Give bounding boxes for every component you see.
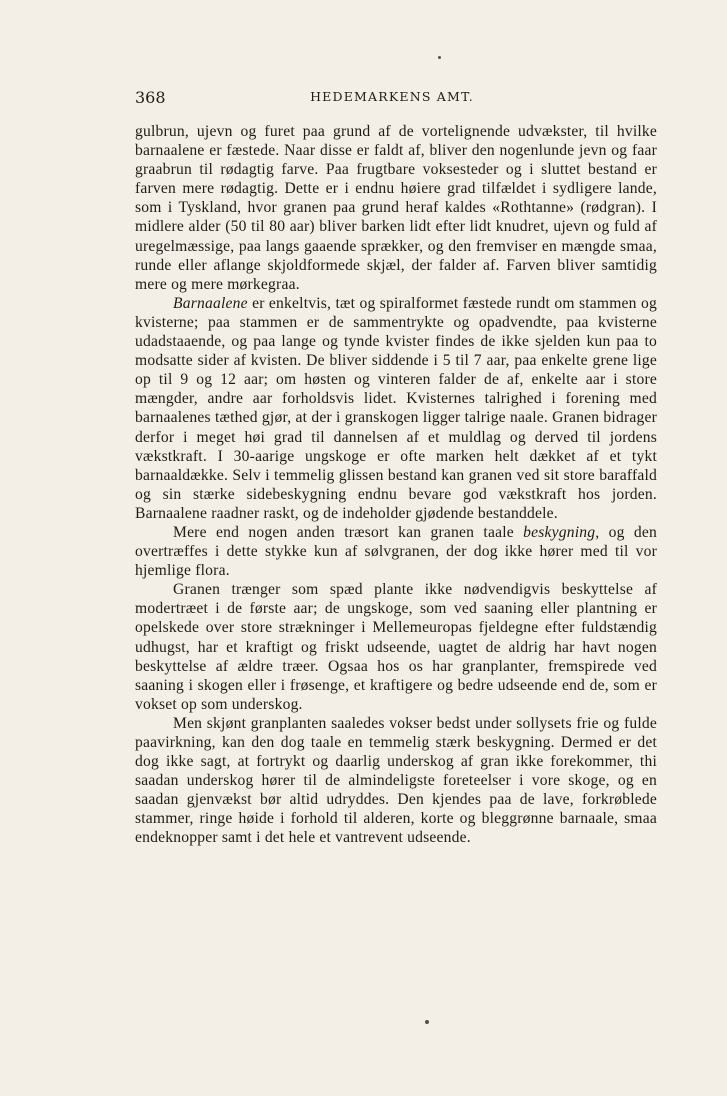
ink-speck bbox=[425, 1020, 429, 1024]
paragraph bbox=[135, 580, 657, 714]
paragraph bbox=[135, 122, 657, 294]
paragraph-text: Mere end nogen anden træsort kan granen taale bbox=[173, 523, 524, 541]
paragraph-text: Men skjønt granplanten saaledes vokser bedst under sollysets frie og fulde paavirkning, kan den dog taale en temmelig stærk beskygning. Dermed er det dog ikke sagt, at fortrykt og daarlig underskog af gran ikke forekommer, thi saadan underskog hører til de almindeligste foreteelser i vore skoge, og en saadan gjenvækst bør altid udryddes. Den kjendes paa de lave, forkrøblede stammer, ringe høide i forhold til alderen, korte og bleggrønne barnaale, smaa endeknopper samt i det hele et vantrevent udseende. bbox=[135, 714, 657, 847]
paragraph-text: gulbrun, ujevn og furet paa grund af de vortelignende udvækster, til hvilke barnaalene er fæstede. Naar disse er faldt af, bliver den nogenlunde jevn og faar graabrun til rødagtig farve. Paa frugtbare voksesteder og i sluttet bestand er farven mere rødagtig. Dette er i endnu høiere grad tilfældet i sydligere lande, som i Tyskland, hvor granen paa grund heraf kaldes «Rothtanne» (rødgran). I midlere alder (50 til 80 aar) bliver barken lidt efter lidt knudret, ujevn og fuld af uregelmæssige, paa langs gaaende sprækker, og den fremviser en mængde smaa, runde eller aflange skjoldformede skjæl, der falder af. Farven bliver samtidig mere og mere mørkegraa. bbox=[135, 123, 657, 293]
page-number: 368 bbox=[135, 88, 166, 107]
body-text bbox=[135, 122, 657, 848]
paragraph bbox=[135, 523, 657, 580]
paragraph bbox=[135, 714, 657, 848]
term-barnaalene: Barnaalene bbox=[173, 294, 248, 312]
paragraph-text: er enkeltvis, tæt og spiralformet fæstede rundt om stammen og kvisterne; paa stammen er de sammentrykte og opadvendte, paa kvisterne udadstaaende, og paa lange og tynde kvister findes de ikke sjelden kun paa to modsatte sider af kvisten. De bliver siddende i 5 til 7 aar, paa enkelte grene lige op til 9 og 12 aar; om høsten og vinteren falder de af, enkelte aar i store mængder, andre aar forholdsvis lidet. Kvisternes talrighed i forening med barnaalenes tæthed gjør, at der i granskogen ligger talrige naale. Granen bidrager derfor i meget høi grad til dannelsen af et muldlag og derved til jordens vækstkraft. I 30-aarige ungskoge er ofte marken helt dækket af et tykt barnaaldække. Selv i temmelig glissen bestand kan granen ved sit store baraffald og sin stærke sidebeskygning endnu bevare god vækstkraft hos jorden. Barnaalene raadner raskt, og de indeholder gjødende bestanddele. bbox=[135, 294, 657, 522]
running-head: HEDEMARKENS AMT. bbox=[310, 89, 474, 104]
page-header bbox=[135, 88, 649, 110]
paragraph bbox=[135, 294, 657, 523]
paragraph-text: Granen trænger som spæd plante ikke nødvendigvis beskyttelse af modertræet i de første aar; de ungskoge, som ved saaning eller plantning er opelskede over store strækninger i Mellemeuropas fjeldegne efter fuldstændig udhugst, har et kraftigt og friskt udseende, uagtet de aldrig har havt nogen beskyttelse af ældre træer. Ogsaa hos os har granplanter, fremspirede ved saaning i skogen eller i frøsenge, et kraftigere og bedre udseende end de, som er vokset op som underskog. bbox=[135, 581, 657, 713]
term-beskygning: beskygning, bbox=[523, 523, 600, 541]
paragraph-text: og den overtræffes i dette stykke kun af sølvgranen, der dog ikke hører med til vor hjemlige flora. bbox=[135, 523, 657, 580]
ink-speck bbox=[438, 56, 441, 59]
